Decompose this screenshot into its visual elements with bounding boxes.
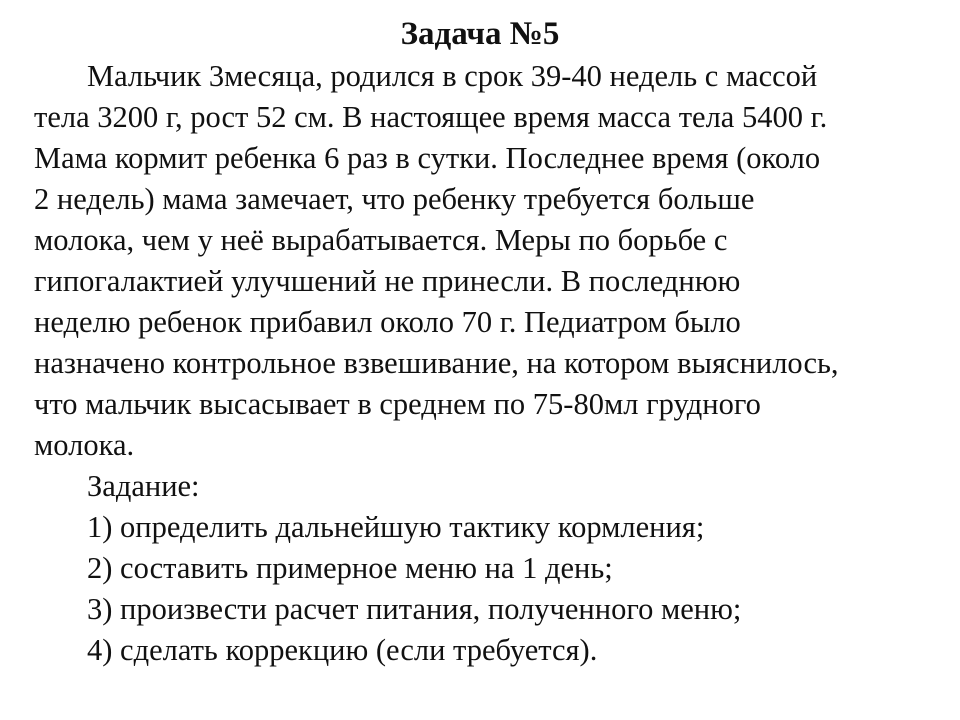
paragraph-line: назначено контрольное взвешивание, на котором выяснилось,	[34, 346, 839, 380]
task-item: 3) произвести расчет питания, полученного меню;	[87, 592, 742, 626]
paragraph-line: тела 3200 г, рост 52 см. В настоящее время масса тела 5400 г.	[34, 100, 828, 134]
task-item: 2) составить примерное меню на 1 день;	[87, 551, 613, 585]
task-item: 1) определить дальнейшую тактику кормления;	[87, 510, 705, 544]
task-title: Задача №5	[400, 16, 560, 52]
paragraph-line: Мальчик 3месяца, родился в срок 39-40 недель с массой	[87, 59, 818, 93]
paragraph-line: молока, чем у неё вырабатывается. Меры по борьбе с	[34, 223, 728, 257]
task-body	[34, 56, 954, 671]
paragraph-line: неделю ребенок прибавил около 70 г. Педиатром было	[34, 305, 741, 339]
task-item: 4) сделать коррекцию (если требуется).	[87, 633, 598, 667]
paragraph-line: что мальчик высасывает в среднем по 75-80мл грудного	[34, 387, 761, 421]
paragraph-line: 2 недель) мама замечает, что ребенку требуется больше	[34, 182, 755, 216]
paragraph-line: гипогалактией улучшений не принесли. В последнюю	[34, 264, 741, 298]
paragraph-line: молока.	[34, 428, 135, 462]
paragraph-line: Мама кормит ребенка 6 раз в сутки. Последнее время (около	[34, 141, 821, 175]
task-heading: Задание:	[87, 469, 200, 503]
